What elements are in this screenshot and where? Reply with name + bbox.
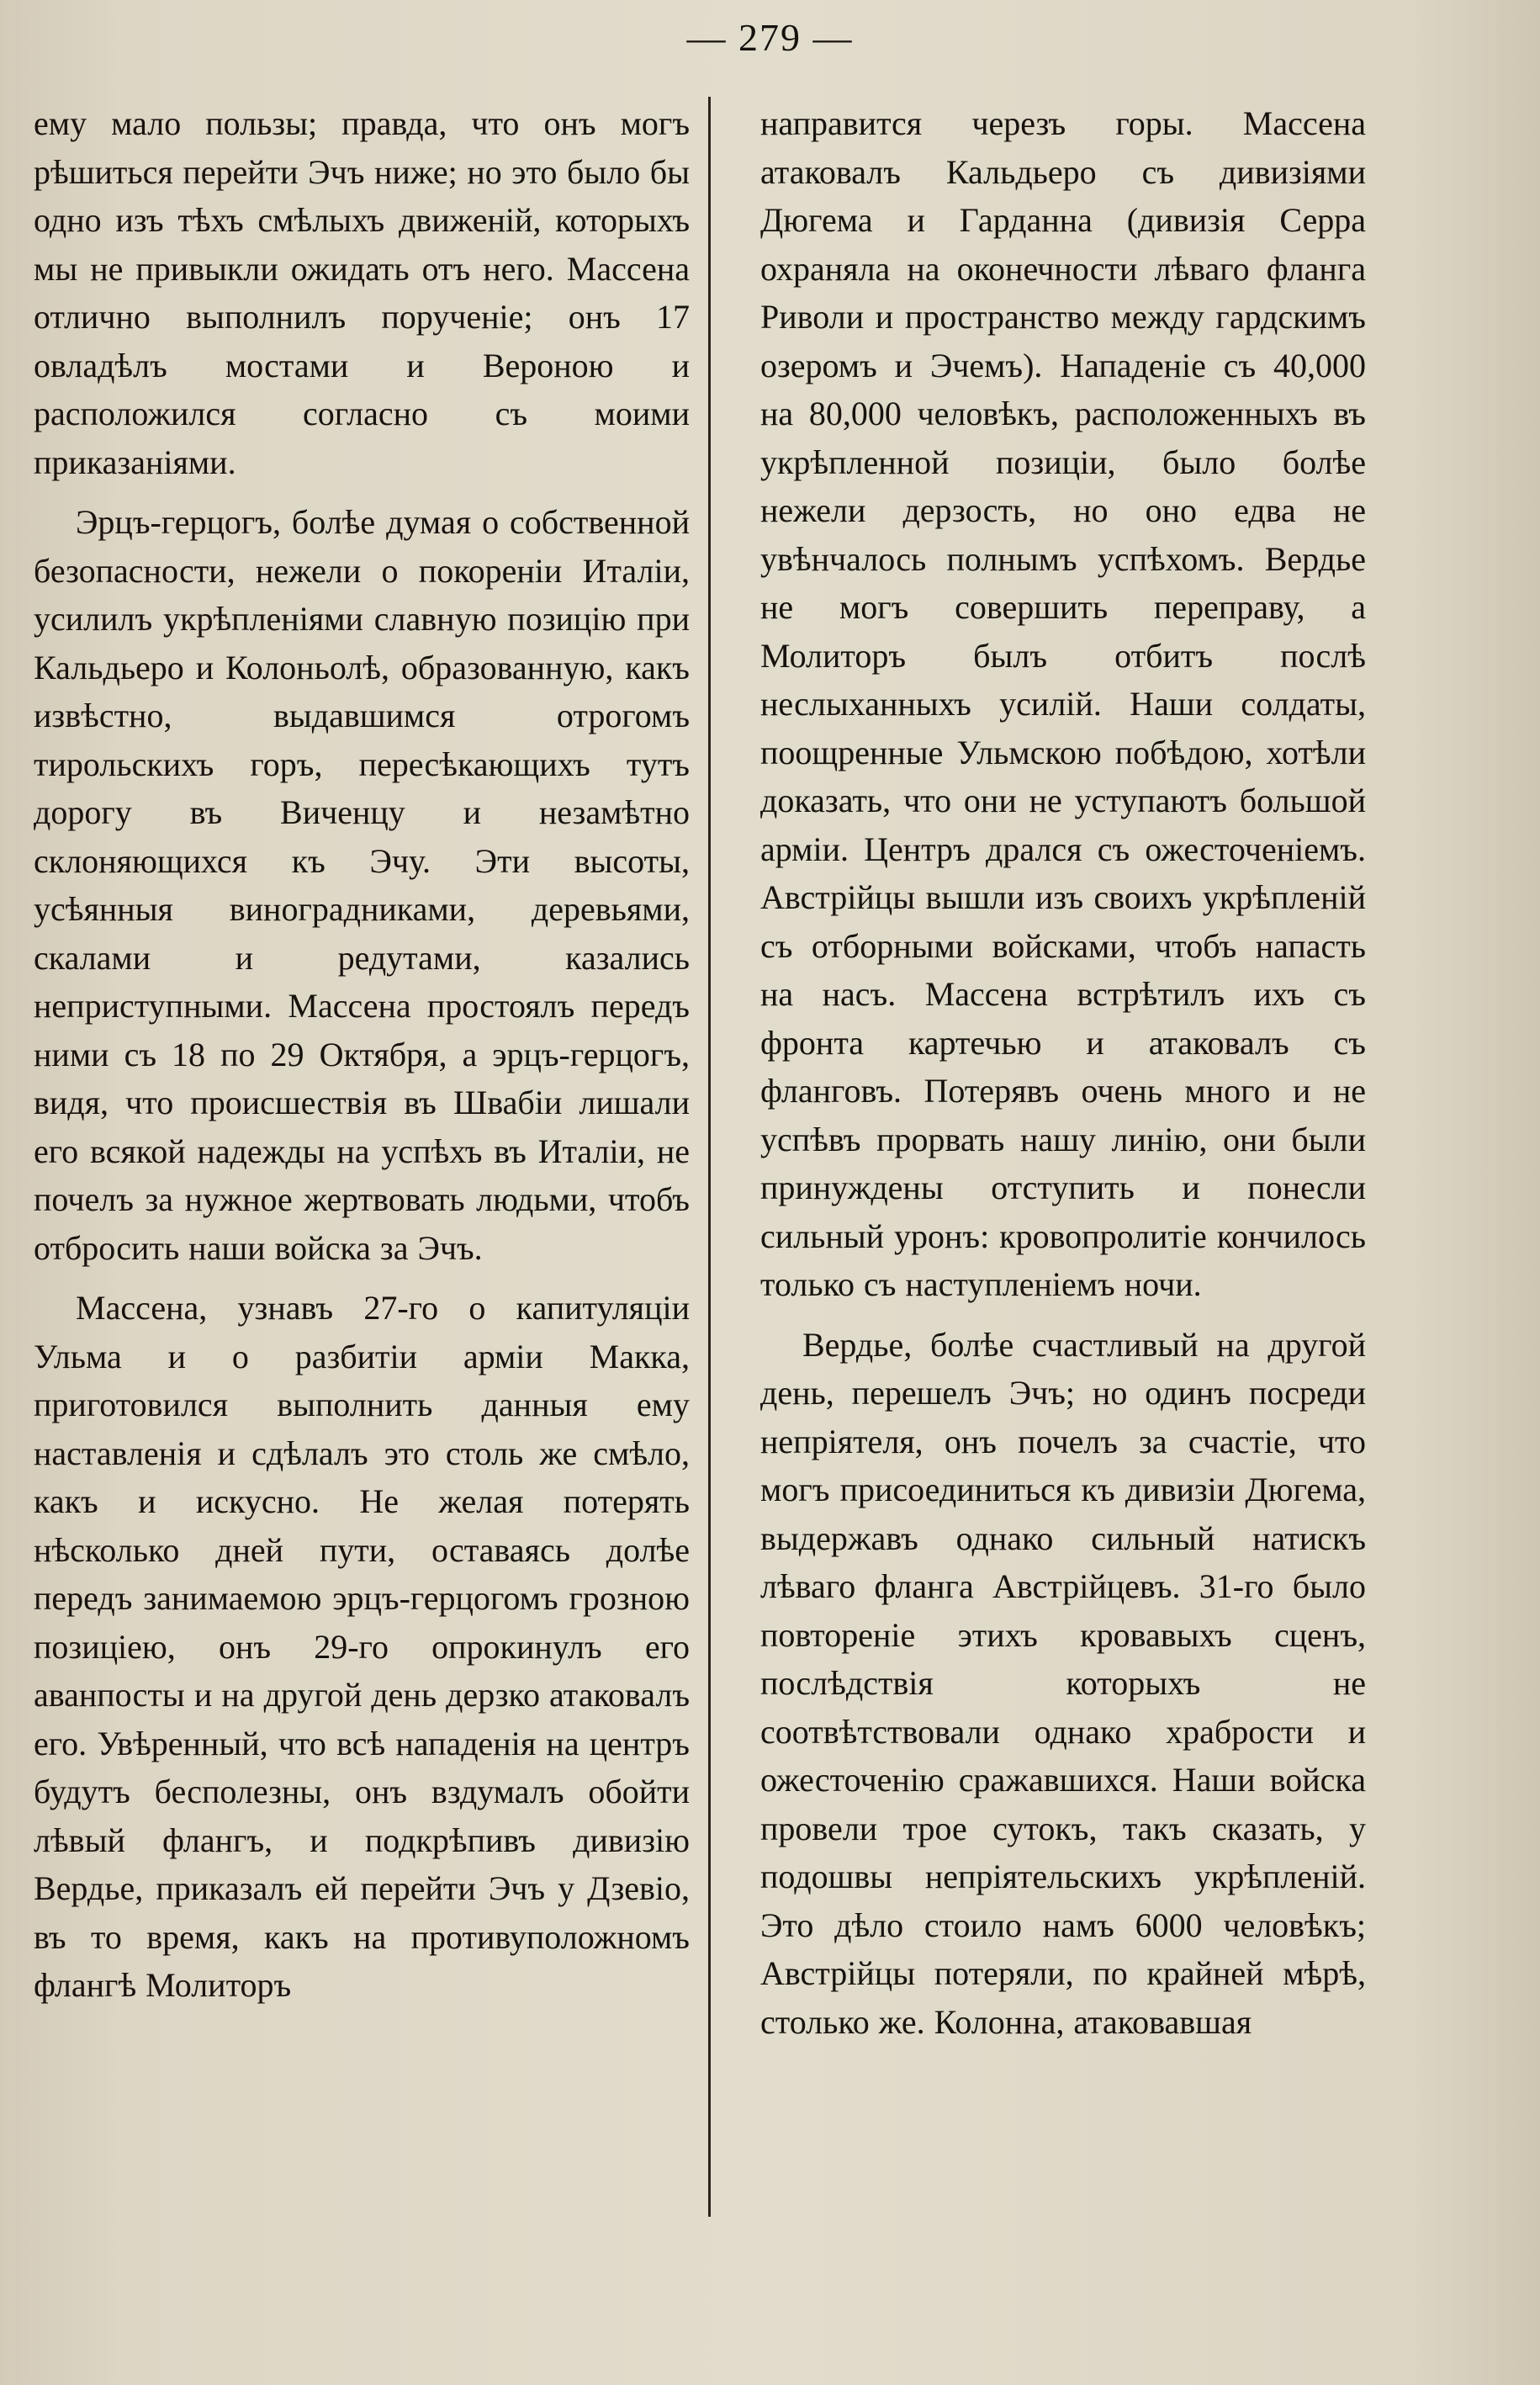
page-number: — 279 — bbox=[686, 16, 854, 59]
column-divider bbox=[708, 97, 711, 2217]
left-text-column bbox=[34, 99, 690, 2010]
paragraph: Вердье, болѣе счастливый на другой день, перешелъ Эчъ; но одинъ посреди непріятеля, онъ почелъ за счастіе, что могъ присоединиться къ дивизіи Дюгема, выдержавъ однако сильный натискъ лѣваго фланга Австрійцевъ. 31-го было повтореніе этихъ кровавыхъ сценъ, послѣдствія которыхъ не соотвѣтствовали однако храбрости и ожесточенію сражавшихся. Наши войска провели трое сутокъ, такъ сказать, у подошвы непріятельскихъ укрѣпленій. Это дѣло стоило намъ 6000 человѣкъ; Австрійцы потеряли, по крайней мѣрѣ, столько же. Колонна, атаковавшая bbox=[760, 1325, 1366, 2041]
paragraph: Эрцъ-герцогъ, болѣе думая о собственной безопасности, нежели о покореніи Италіи, усилилъ укрѣпленіями славную позицію при Кальдьеро и Колоньолѣ, образованную, какъ извѣстно, выдавшимся отрогомъ тирольскихъ горъ, пересѣкающихъ тутъ дорогу въ Виченцу и незамѣтно склоняющихся къ Эчу. Эти высоты, усѣянныя виноградниками, деревьями, скалами и редутами, казались неприступными. Массена простоялъ передъ ними съ 18 по 29 Октября, а эрцъ-герцогъ, видя, что происшествія въ Швабіи лишали его всякой надежды на успѣхъ въ Италіи, не почелъ за нужное жертвовать людьми, чтобъ отбросить наши войска за Эчъ. bbox=[34, 503, 690, 1267]
paragraph: Массена, узнавъ 27-го о капитуляціи Ульма и о разбитіи арміи Макка, приготовился выполнить данныя ему наставленія и сдѣлалъ это столь же смѣло, какъ и искусно. Не желая потерять нѣсколько дней пути, оставаясь долѣе передъ занимаемою эрцъ-герцогомъ грозною позиціею, онъ 29-го опрокинулъ его аванпосты и на другой день дерзко атаковалъ его. Увѣренный, что всѣ нападенія на центръ будутъ бесполезны, онъ вздумалъ обойти лѣвый флангъ, и подкрѣпивъ дивизію Вердье, приказалъ ей перейти Эчъ у Дзевіо, въ то время, какъ на противуположномъ флангѣ Молиторъ bbox=[34, 1289, 690, 2004]
paragraph: ему мало пользы; правда, что онъ могъ рѣшиться перейти Эчъ ниже; но это было бы одно изъ тѣхъ смѣлыхъ движеній, которыхъ мы не привыкли ожидать отъ него. Массена отлично выполнилъ порученіе; онъ 17 овладѣлъ мостами и Вероною и расположился согласно съ моими приказаніями. bbox=[34, 104, 690, 481]
right-text-column bbox=[760, 99, 1366, 2046]
paragraph: направится черезъ горы. Массена атаковалъ Кальдьеро съ дивизіями Дюгема и Гарданна (дивизія Серра охраняла на оконечности лѣваго фланга Риволи и пространство между гардскимъ озеромъ и Эчемъ). Нападеніе съ 40,000 на 80,000 человѣкъ, расположенныхъ въ укрѣпленной позиціи, было болѣе нежели дерзость, но оно едва не увѣнчалось полнымъ успѣхомъ. Вердье не могъ совершить переправу, а Молиторъ былъ отбитъ послѣ неслыханныхъ усилій. Наши солдаты, поощренные Ульмскою побѣдою, хотѣли доказать, что они не уступаютъ большой арміи. Центръ дрался съ ожесточеніемъ. Австрійцы вышли изъ своихъ укрѣпленій съ отборными войсками, чтобъ напасть на насъ. Массена встрѣтилъ ихъ съ фронта картечью и атаковалъ съ фланговъ. Потерявъ очень много и не успѣвъ прорвать нашу линію, они были принуждены отступить и понесли сильный уронъ: кровопролитіе кончилось только съ наступленіемъ ночи. bbox=[760, 104, 1366, 1303]
